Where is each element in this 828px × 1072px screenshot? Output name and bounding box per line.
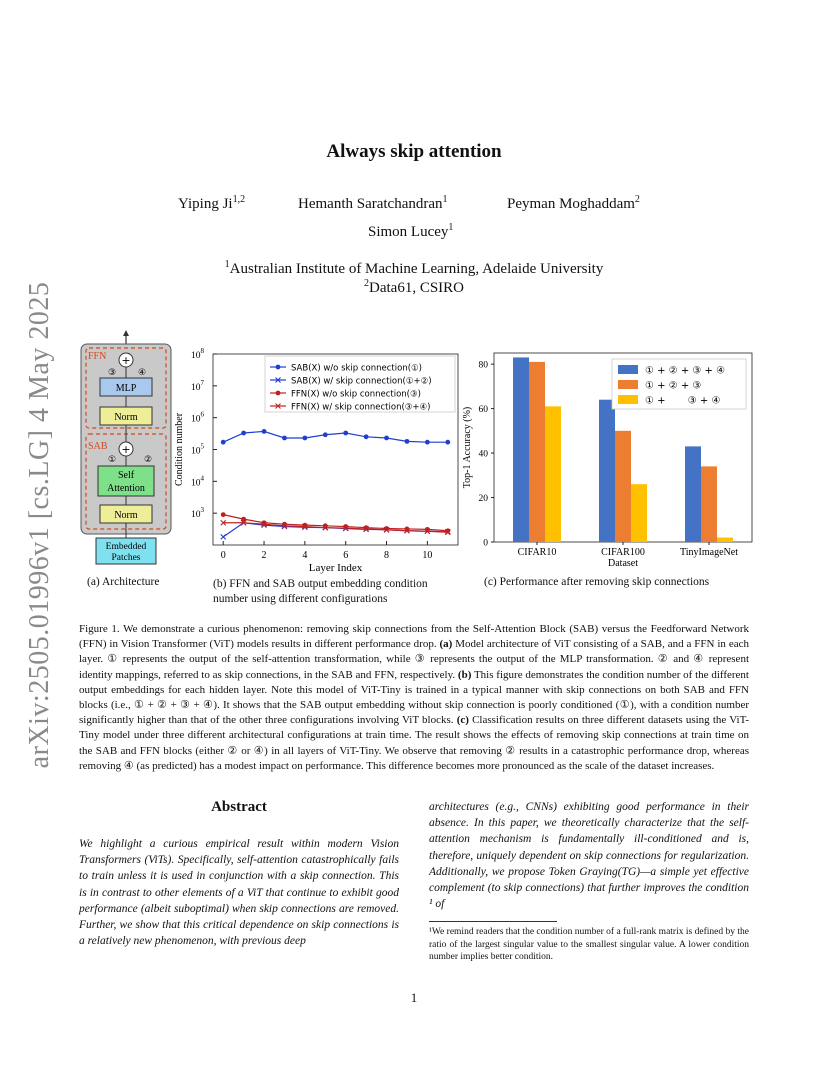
y-tick-label: 20 bbox=[478, 494, 488, 505]
data-point bbox=[221, 440, 226, 445]
svg-text:+: + bbox=[121, 443, 131, 456]
x-tick-label: 8 bbox=[384, 550, 390, 561]
legend-label: ① + ③ + ④ bbox=[645, 395, 721, 407]
legend-label: ① + ② + ③ bbox=[645, 380, 702, 392]
bar bbox=[717, 538, 733, 542]
x-tick-label: CIFAR10 bbox=[517, 547, 557, 558]
data-point bbox=[302, 436, 307, 441]
sab-norm-label: Norm bbox=[114, 510, 138, 521]
paper-title: Always skip attention bbox=[326, 141, 502, 162]
abstract-heading: Abstract bbox=[211, 799, 267, 815]
page-number: 1 bbox=[410, 990, 418, 1005]
y-tick-label: $10^3$ bbox=[191, 506, 204, 521]
bar bbox=[513, 357, 529, 542]
ffn-label: FFN bbox=[88, 351, 107, 362]
legend-label: ① + ② + ③ + ④ bbox=[645, 365, 726, 377]
figure-caption: Figure 1. We demonstrate a curious phenomenon: removing skip connections from the Self-Attention Block (SAB) versus the Feedforward Network (FFN) in Vision Transformer (ViT) models results in different performance drop. (a) Model architecture of ViT consisting of a SAB, and a FFN in each layer. ① represents the output of the self-attention transformation, while ③ represents the output of the MLP transformation. ② and ④ represent identity mappings, referred to as skip connections, in the SAB and FFN, respectively. (b) This figure demonstrates the condition number of the different output embeddings for each hidden layer. Note this model of ViT-Tiny is trained in a typical manner with skip connections on both SAB and FFN blocks (i.e., ① + ② + ③ + ④). It shows that the SAB output embedding without skip connection is poorly conditioned (①), with a condition number significantly higher than that of the other three configurations involving ViT blocks. (c) Classification results on three different datasets using the ViT-Tiny model under three different architectural configurations at train time. The result shows the effects of removing skip connections at train time on the SAB and FFN blocks (either ② or ④) in all layers of ViT-Tiny. We observe that removing ② results in a catastrophic performance drop, whereas removing ④ (as predicted) has a modest impact on performance. This difference becomes more pronounced as the scale of the dataset increases. bbox=[79, 623, 749, 772]
subcaption-b-line2: number using different configurations bbox=[213, 593, 388, 605]
bar bbox=[599, 400, 615, 542]
x-tick-label: TinyImageNet bbox=[680, 547, 738, 558]
condition-number-chart bbox=[170, 340, 465, 575]
legend-label: FFN(X) w/o skip connection(③) bbox=[291, 389, 421, 400]
y-tick-label: $10^8$ bbox=[191, 347, 204, 361]
y-tick-label: 0 bbox=[483, 538, 488, 549]
abstract-text: We highlight a curious empirical result within modern Vision Transformers (ViTs). Specifically, self-attention catastrophically fails to train unless it is used in conjunction with a skip connection. This is in contrast to other elements of a ViT that continue to exhibit good performance (albeit suboptimal) when skip connections are removed. Further, we show that this critical dependence on skip connections is a relatively new phenomenon, with previous deep bbox=[79, 838, 399, 948]
data-point bbox=[384, 436, 389, 441]
series-line-1 bbox=[223, 523, 448, 537]
subcaption-a: (a) Architecture bbox=[87, 576, 160, 588]
data-point bbox=[282, 436, 287, 441]
y-tick-label: 40 bbox=[478, 449, 488, 460]
y-tick-label: 60 bbox=[478, 405, 488, 416]
svg-text:Embedded: Embedded bbox=[105, 542, 147, 552]
legend-swatch bbox=[618, 380, 638, 389]
y-axis-label: Condition number bbox=[174, 412, 185, 487]
svg-text:Self: Self bbox=[117, 470, 135, 481]
legend-marker bbox=[276, 391, 281, 396]
marker-4: ④ bbox=[138, 368, 147, 378]
x-tick-label: CIFAR100 bbox=[601, 547, 645, 558]
arxiv-stamp bbox=[20, 281, 60, 769]
x-tick-label: 2 bbox=[261, 550, 267, 561]
mlp-label: MLP bbox=[115, 383, 137, 394]
bar bbox=[701, 466, 717, 542]
svg-text:Patches: Patches bbox=[111, 553, 141, 563]
data-point bbox=[364, 434, 369, 439]
architecture-diagram bbox=[78, 330, 178, 570]
legend-marker bbox=[276, 365, 281, 370]
data-point bbox=[445, 440, 450, 445]
x-tick-label: 10 bbox=[422, 550, 433, 561]
author-3: Peyman Moghaddam$^2$ bbox=[507, 194, 640, 212]
x-axis-label: Layer Index bbox=[308, 562, 363, 574]
x-tick-label: 0 bbox=[220, 550, 226, 561]
data-point bbox=[323, 432, 328, 437]
bar bbox=[615, 431, 631, 542]
legend-label: SAB(X) w/ skip connection(①+②) bbox=[291, 376, 432, 387]
y-tick-label: $10^4$ bbox=[191, 474, 204, 489]
footnote: ¹We remind readers that the condition number of a full-rank matrix is defined by the ratio of the largest singular value to the smallest singular value. A lower condition number implies better condition. bbox=[429, 927, 749, 962]
svg-text:+: + bbox=[121, 354, 131, 367]
y-tick-label: $10^5$ bbox=[191, 442, 204, 457]
x-axis-label: Dataset bbox=[608, 558, 638, 569]
data-point bbox=[425, 440, 430, 445]
marker-3: ③ bbox=[108, 368, 117, 378]
subcaption-b-line1: (b) FFN and SAB output embedding condition bbox=[213, 578, 428, 590]
legend-swatch bbox=[618, 365, 638, 374]
marker-2: ② bbox=[144, 455, 153, 465]
sab-label: SAB bbox=[88, 441, 108, 452]
author-1: Yiping Ji$^{1,2}$ bbox=[178, 194, 246, 212]
data-point bbox=[221, 534, 226, 539]
bar bbox=[529, 362, 545, 542]
data-point bbox=[405, 439, 410, 444]
series-line-0 bbox=[223, 431, 448, 442]
arxiv-stamp-text: arXiv:2505.01996v1 [cs.LG] 4 May 2025 bbox=[24, 281, 55, 769]
footnote-rule bbox=[429, 921, 557, 922]
x-tick-label: 4 bbox=[302, 550, 308, 561]
legend-label: SAB(X) w/o skip connection(①) bbox=[291, 363, 422, 374]
legend-swatch bbox=[618, 395, 638, 404]
right-column-text: architectures (e.g., CNNs) exhibiting good performance in their absence. In this paper, we theoretically characterize that the self-attention mechanism is fundamentally ill-conditioned and is, therefore, uniquely dependent on skip connections for regularization. Additionally, we propose Token Graying(TG)—a simple yet effective complement (to skip connections) that further improves the condition ¹ of bbox=[429, 801, 749, 911]
affiliation-2: $^2$Data61, CSIRO bbox=[364, 278, 464, 296]
x-tick-label: 6 bbox=[343, 550, 349, 561]
y-tick-label: $10^7$ bbox=[191, 378, 204, 393]
data-point bbox=[343, 431, 348, 436]
subcaption-c: (c) Performance after removing skip connections bbox=[484, 576, 710, 588]
data-point bbox=[262, 429, 267, 434]
y-tick-label: 80 bbox=[478, 360, 488, 371]
affiliation-1: $^1$Australian Institute of Machine Learning, Adelaide University bbox=[224, 259, 604, 277]
author-4: Simon Lucey$^1$ bbox=[368, 222, 454, 240]
bar bbox=[545, 406, 561, 542]
data-point bbox=[241, 431, 246, 436]
y-axis-label: Top-1 Accuracy (%) bbox=[462, 406, 473, 489]
legend-label: FFN(X) w/ skip connection(③+④) bbox=[291, 402, 431, 413]
accuracy-bar-chart bbox=[460, 345, 760, 575]
ffn-norm-label: Norm bbox=[114, 412, 138, 423]
svg-text:Attention: Attention bbox=[107, 483, 145, 494]
author-2: Hemanth Saratchandran$^1$ bbox=[298, 194, 448, 212]
y-tick-label: $10^6$ bbox=[191, 410, 204, 425]
series-line-3 bbox=[223, 523, 448, 533]
marker-1: ① bbox=[108, 455, 117, 465]
data-point bbox=[221, 512, 226, 517]
bar bbox=[631, 484, 647, 542]
bar bbox=[685, 446, 701, 542]
